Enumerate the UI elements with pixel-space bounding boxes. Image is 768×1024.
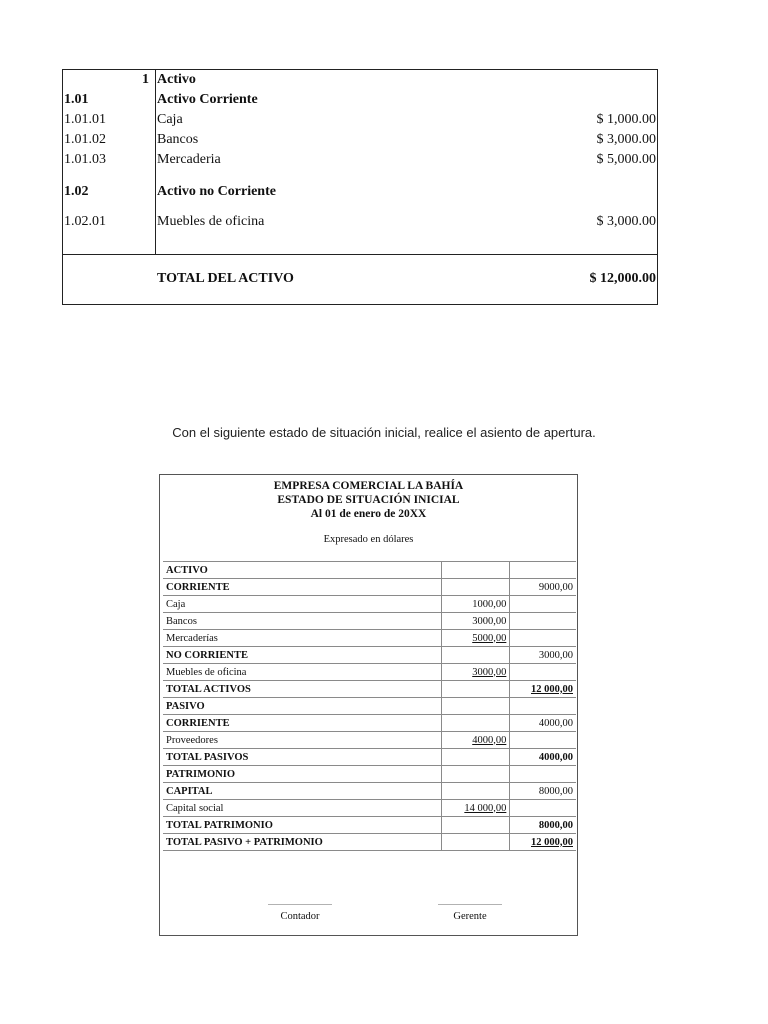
total-amount bbox=[510, 579, 576, 596]
row-label bbox=[163, 766, 441, 783]
row-label-text: TOTAL PASIVOS bbox=[166, 751, 249, 763]
row-label bbox=[163, 630, 441, 647]
total-amount bbox=[510, 749, 576, 766]
account-code: 1.02 bbox=[64, 184, 89, 199]
table-row bbox=[163, 817, 576, 834]
instruction-text: Con el siguiente estado de situación inicial, realice el asiento de apertura. bbox=[172, 425, 596, 440]
row-label-text: Proveedores bbox=[166, 734, 218, 746]
account-name: Activo no Corriente bbox=[157, 184, 276, 199]
total-divider bbox=[63, 254, 657, 255]
row-label bbox=[163, 749, 441, 766]
table-row bbox=[63, 130, 657, 150]
row-label bbox=[163, 715, 441, 732]
detail-amount bbox=[441, 579, 510, 596]
account-name: Activo Corriente bbox=[157, 92, 258, 107]
signature-gerente bbox=[410, 899, 530, 922]
row-label-text: PASIVO bbox=[166, 700, 205, 712]
total-amount bbox=[510, 562, 576, 579]
detail-amount-text: 3000,00 bbox=[472, 666, 507, 678]
total-amount bbox=[510, 732, 576, 749]
total-amount-text: 12 000,00 bbox=[531, 683, 573, 695]
detail-amount bbox=[441, 766, 510, 783]
account-code: 1.01 bbox=[64, 92, 89, 107]
table-row bbox=[163, 647, 576, 664]
table-row bbox=[63, 182, 657, 202]
row-label bbox=[163, 783, 441, 800]
table-row bbox=[163, 749, 576, 766]
sheet-header bbox=[160, 479, 577, 545]
table-row bbox=[163, 732, 576, 749]
detail-amount bbox=[441, 749, 510, 766]
detail-amount bbox=[441, 732, 510, 749]
row-label bbox=[163, 579, 441, 596]
total-amount bbox=[510, 766, 576, 783]
signature-line: ................................ bbox=[268, 898, 332, 907]
table-row bbox=[63, 150, 657, 170]
total-amount bbox=[510, 783, 576, 800]
row-label-text: CORRIENTE bbox=[166, 717, 230, 729]
company-name: EMPRESA COMERCIAL LA BAHÍA bbox=[273, 480, 464, 492]
total-amount bbox=[510, 715, 576, 732]
total-amount-text: 9000,00 bbox=[538, 581, 573, 593]
total-amount bbox=[510, 613, 576, 630]
total-amount bbox=[510, 647, 576, 664]
total-label: TOTAL DEL ACTIVO bbox=[157, 271, 294, 286]
table-row bbox=[163, 664, 576, 681]
sheet-title: ESTADO DE SITUACIÓN INICIAL bbox=[277, 494, 460, 506]
row-label bbox=[163, 664, 441, 681]
total-amount bbox=[510, 681, 576, 698]
detail-amount-text: 5000,00 bbox=[472, 632, 507, 644]
sheet-subtitle: Expresado en dólares bbox=[323, 534, 414, 545]
row-label-text: TOTAL PATRIMONIO bbox=[166, 819, 273, 831]
row-label-text: TOTAL PASIVO + PATRIMONIO bbox=[166, 836, 323, 848]
table-row bbox=[163, 596, 576, 613]
account-code: 1.01.01 bbox=[64, 112, 106, 127]
balance-sheet bbox=[159, 474, 578, 936]
row-label-text: Capital social bbox=[166, 802, 224, 814]
table-row bbox=[63, 110, 657, 130]
row-label bbox=[163, 596, 441, 613]
detail-amount bbox=[441, 698, 510, 715]
row-label-text: ACTIVO bbox=[166, 564, 208, 576]
row-label-text: Bancos bbox=[166, 615, 197, 627]
table-row bbox=[163, 698, 576, 715]
account-code: 1.01.03 bbox=[64, 152, 106, 167]
row-label-text: Muebles de oficina bbox=[166, 666, 247, 678]
row-label bbox=[163, 732, 441, 749]
total-row bbox=[63, 269, 657, 289]
signature-label: Gerente bbox=[453, 911, 487, 922]
account-name: Caja bbox=[157, 112, 183, 127]
detail-amount-text: 1000,00 bbox=[472, 598, 507, 610]
row-label bbox=[163, 834, 441, 851]
total-amount bbox=[510, 800, 576, 817]
row-label bbox=[163, 613, 441, 630]
table-row bbox=[163, 579, 576, 596]
table-row bbox=[163, 766, 576, 783]
table-row bbox=[163, 783, 576, 800]
detail-amount bbox=[441, 817, 510, 834]
balance-table bbox=[163, 561, 576, 851]
total-amount bbox=[510, 817, 576, 834]
account-name: Activo bbox=[157, 72, 196, 87]
account-name: Bancos bbox=[157, 132, 199, 147]
detail-amount bbox=[441, 562, 510, 579]
total-amount bbox=[510, 834, 576, 851]
account-code: 1.02.01 bbox=[64, 214, 106, 229]
detail-amount-text: 14 000,00 bbox=[464, 802, 507, 814]
table-row bbox=[163, 715, 576, 732]
total-amount-text: 4000,00 bbox=[538, 751, 573, 763]
detail-amount bbox=[441, 783, 510, 800]
row-label bbox=[163, 817, 441, 834]
table-row bbox=[163, 834, 576, 851]
account-code: 1.01.02 bbox=[64, 132, 106, 147]
detail-amount-text: 4000,00 bbox=[472, 734, 507, 746]
total-amount-text: 3000,00 bbox=[538, 649, 573, 661]
total-amount-text: 12 000,00 bbox=[531, 836, 573, 848]
total-amount-text: 4000,00 bbox=[538, 717, 573, 729]
total-amount bbox=[510, 664, 576, 681]
row-label-text: Caja bbox=[166, 598, 186, 610]
account-amount: $ 1,000.00 bbox=[596, 112, 656, 127]
table-row bbox=[163, 562, 576, 579]
detail-amount bbox=[441, 715, 510, 732]
signature-label: Contador bbox=[280, 911, 320, 922]
signature-contador bbox=[240, 899, 360, 922]
signature-line: ................................ bbox=[438, 898, 502, 907]
table-row bbox=[163, 613, 576, 630]
sheet-date: Al 01 de enero de 20XX bbox=[310, 508, 427, 520]
account-amount: $ 5,000.00 bbox=[596, 152, 656, 167]
row-label-text: PATRIMONIO bbox=[166, 768, 236, 780]
row-label-text: CAPITAL bbox=[166, 785, 213, 797]
row-label-text: CORRIENTE bbox=[166, 581, 230, 593]
detail-amount bbox=[441, 647, 510, 664]
row-label bbox=[163, 681, 441, 698]
table-row bbox=[163, 681, 576, 698]
table-row bbox=[63, 90, 657, 110]
table-row bbox=[63, 212, 657, 232]
row-label-text: Mercaderías bbox=[166, 632, 218, 644]
detail-amount bbox=[441, 630, 510, 647]
total-amount bbox=[510, 596, 576, 613]
detail-amount bbox=[441, 800, 510, 817]
row-label bbox=[163, 647, 441, 664]
table-row bbox=[63, 70, 657, 90]
account-name: Mercaderia bbox=[157, 152, 221, 167]
total-amount: $ 12,000.00 bbox=[589, 271, 656, 286]
row-label bbox=[163, 562, 441, 579]
row-label-text: TOTAL ACTIVOS bbox=[166, 683, 251, 695]
row-label bbox=[163, 800, 441, 817]
detail-amount bbox=[441, 664, 510, 681]
total-amount-text: 8000,00 bbox=[538, 785, 573, 797]
detail-amount-text: 3000,00 bbox=[472, 615, 507, 627]
detail-amount bbox=[441, 596, 510, 613]
chart-of-accounts-table bbox=[62, 69, 658, 305]
total-amount bbox=[510, 630, 576, 647]
table-row bbox=[163, 800, 576, 817]
account-amount: $ 3,000.00 bbox=[596, 214, 656, 229]
row-label-text: NO CORRIENTE bbox=[166, 649, 248, 661]
total-amount-text: 8000,00 bbox=[538, 819, 573, 831]
row-label bbox=[163, 698, 441, 715]
account-amount: $ 3,000.00 bbox=[596, 132, 656, 147]
account-name: Muebles de oficina bbox=[157, 214, 265, 229]
detail-amount bbox=[441, 834, 510, 851]
table-row bbox=[163, 630, 576, 647]
total-amount bbox=[510, 698, 576, 715]
account-code: 1 bbox=[142, 72, 149, 87]
detail-amount bbox=[441, 681, 510, 698]
detail-amount bbox=[441, 613, 510, 630]
